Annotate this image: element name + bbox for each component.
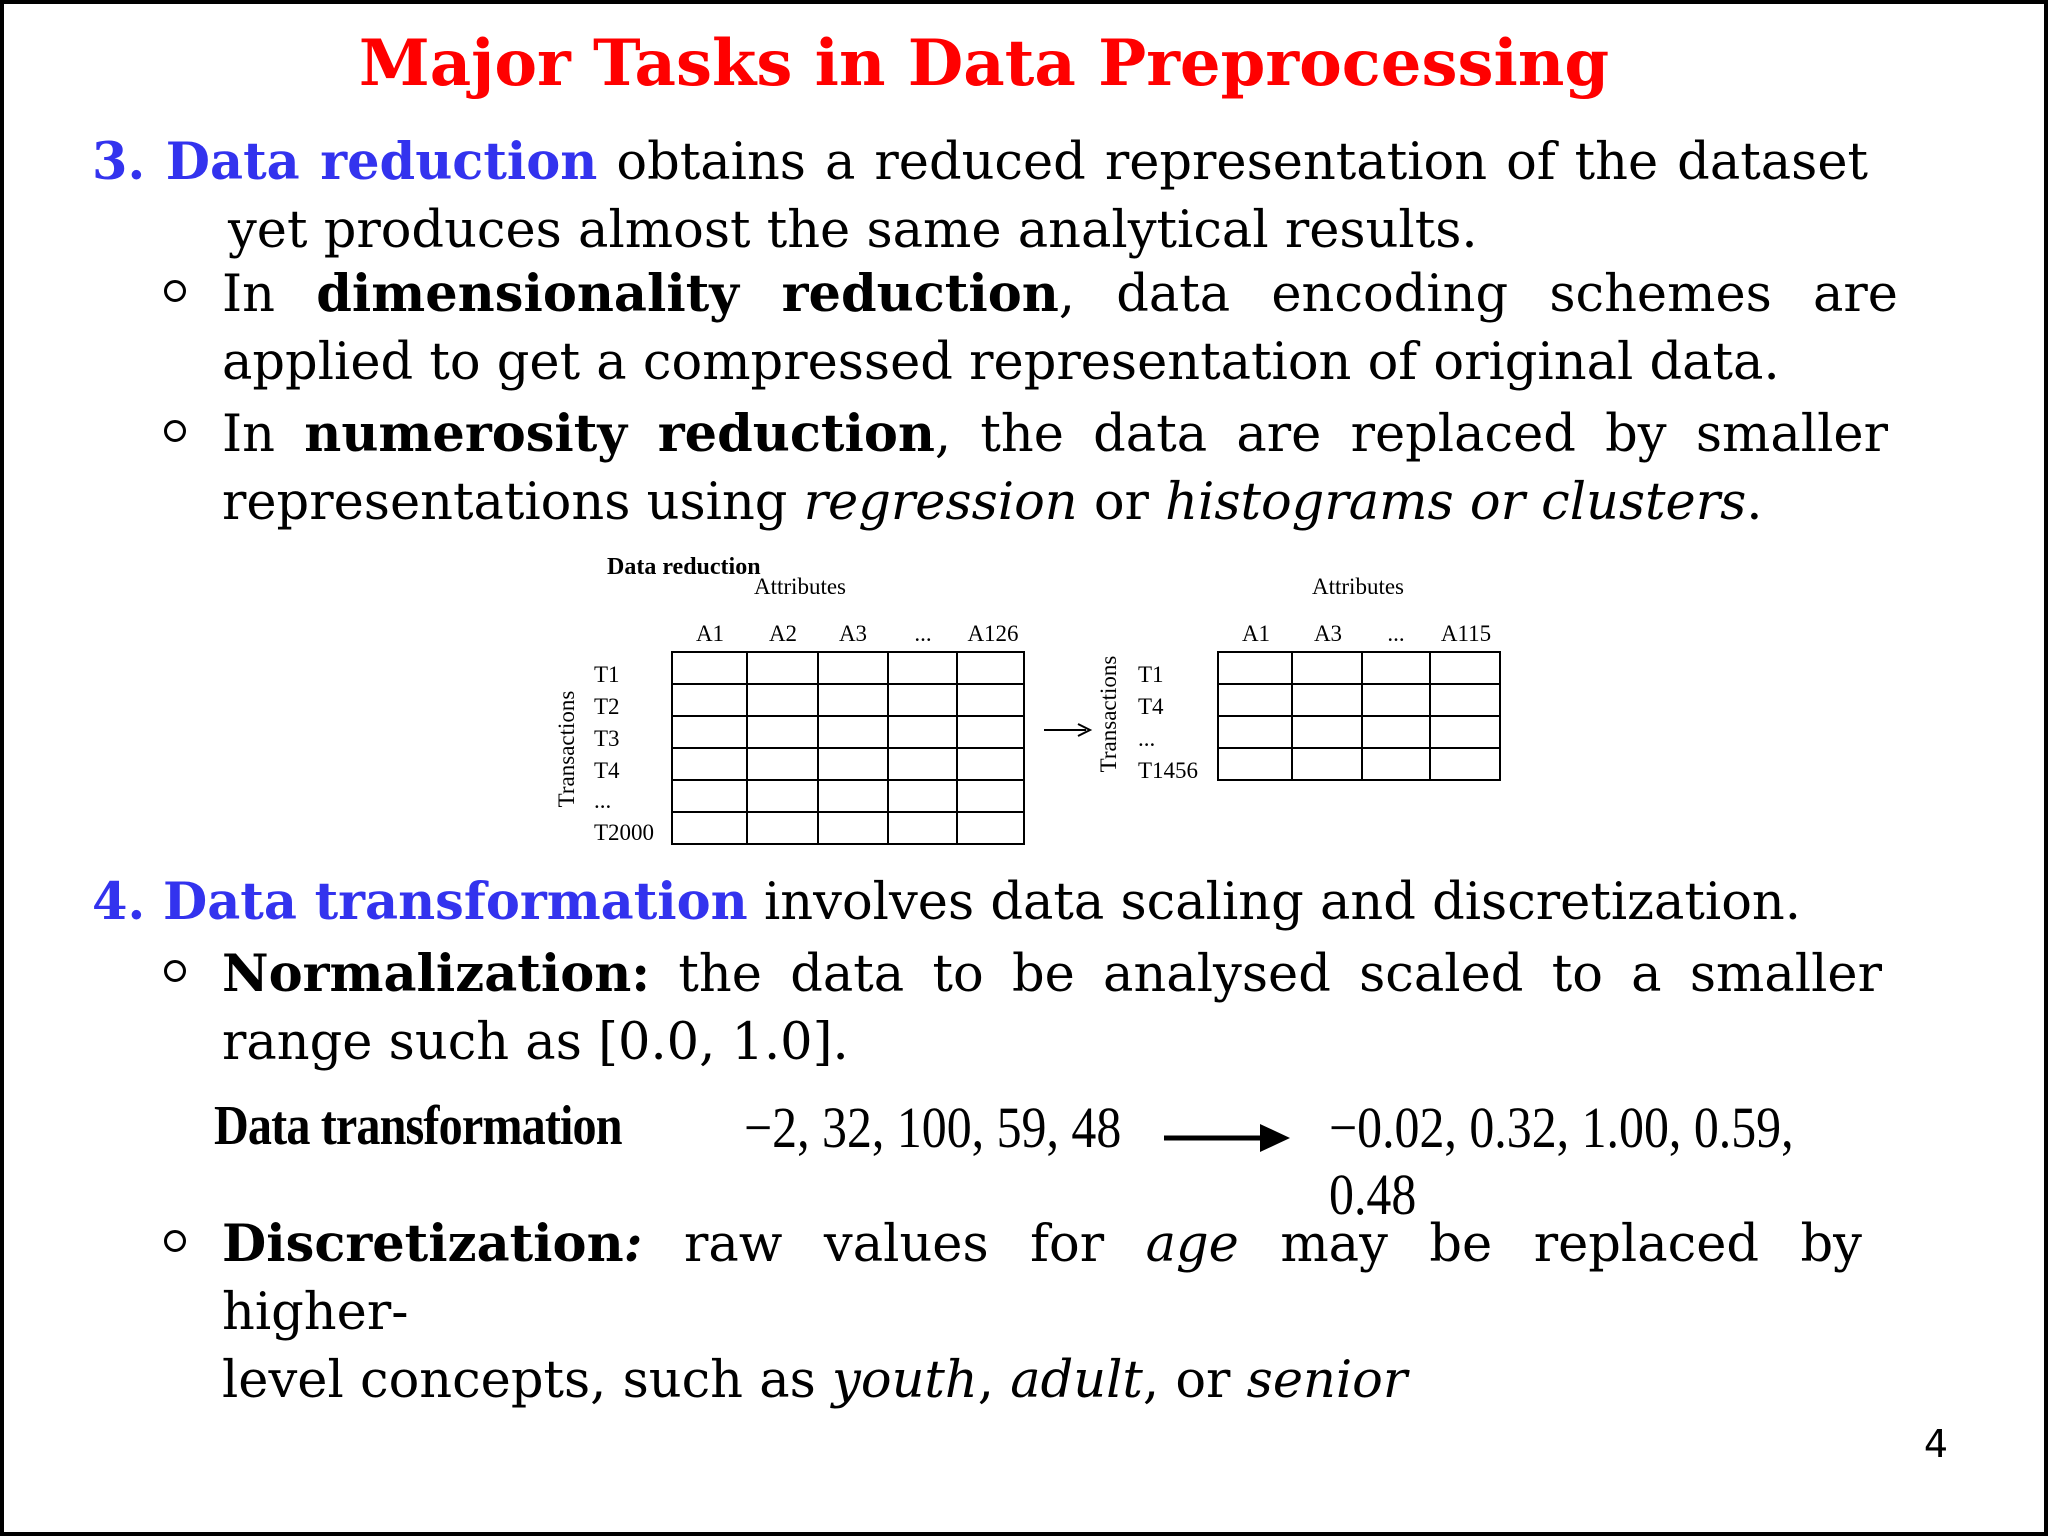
left-row-header: T2000 [594,820,655,845]
left-col-header: A126 [967,621,1019,646]
bullet-numerosity [222,400,1888,537]
left-row-header: ... [594,788,612,813]
left-col-header: ... [914,621,932,646]
section3-heading: 3. Data reduction [92,132,598,192]
data-reduction-figure [544,544,1504,854]
bold-italic-colon: : [623,1214,643,1274]
left-col-header: A1 [695,621,725,646]
right-transactions-label: Transactions [1096,655,1121,773]
bullet-numerosity-line2 [222,469,1888,537]
left-row-header: T1 [594,662,620,687]
text: or [1077,473,1166,532]
right-column-headers [1242,621,1491,646]
text: , or [1142,1351,1247,1410]
right-row-header: T1 [1138,662,1164,687]
bullet-circle-icon [164,420,186,442]
right-row-header: ... [1138,726,1156,751]
text: In [222,405,305,464]
bullet-normalization-line2: range such as [0.0, 1.0]. [222,1013,849,1072]
bold-term: numerosity reduction [304,404,935,464]
right-col-header: A1 [1241,621,1271,646]
bullet-numerosity-line1 [222,400,1888,469]
text: . [1746,473,1763,532]
bullet-normalization [222,940,1882,1077]
section4-line1-text: involves data scaling and discretization. [763,873,1801,932]
right-row-header: T1456 [1138,758,1199,783]
right-attributes-label: Attributes [1312,574,1404,599]
right-grid [1218,652,1500,780]
right-row-header: T4 [1138,694,1164,719]
figure-title: Data reduction [607,554,761,580]
text: may be replaced by higher- [222,1215,1862,1342]
text: , data encoding schemes are [1058,265,1898,324]
bullet-dimensionality [222,260,1898,397]
transform-label: Data transformation [214,1095,622,1157]
text: raw values for [642,1215,1146,1274]
left-row-header: T3 [594,726,620,751]
text: representations using [222,473,804,532]
italic-term: youth [832,1351,978,1410]
left-col-header: A2 [768,621,798,646]
bold-term: Normalization: [222,944,651,1004]
transform-input-values: −2, 32, 100, 59, 48 [744,1095,1122,1160]
bold-term: Discretization [222,1214,624,1274]
data-transformation-figure [214,1094,1914,1227]
bullet-circle-icon [164,1230,186,1252]
right-row-headers [1138,662,1198,783]
right-col-header: A115 [1440,621,1492,646]
bullet-discretization [222,1210,1862,1415]
left-grid [672,652,1024,844]
italic-term: age [1145,1215,1239,1274]
section3-line2: yet produces almost the same analytical results. [228,201,1478,260]
italic-term: adult [1010,1351,1143,1410]
left-attributes-label: Attributes [754,574,846,599]
transform-output-values: −0.02, 0.32, 1.00, 0.59, 0.48 [1329,1095,1794,1227]
left-row-headers [594,662,654,845]
bullet-discretization-line2 [222,1347,1862,1415]
text: , the data are replaced by smaller [934,405,1888,464]
left-col-header: A3 [838,621,868,646]
left-transactions-label: Transactions [554,690,579,808]
text: level concepts, such as [222,1351,833,1410]
text: In [222,265,317,324]
bullet-dimensionality-line2: applied to get a compressed representation of original data. [222,333,1780,392]
text: , [977,1351,1011,1410]
left-column-headers [696,621,1019,646]
right-col-header: ... [1387,621,1405,646]
bullet-normalization-line1 [222,940,1882,1009]
slide-title: Major Tasks in Data Preprocessing [358,26,1610,101]
reduction-arrow-icon [1044,724,1090,736]
section4-heading: 4. Data transformation [92,872,748,932]
italic-term: regression [803,473,1078,532]
bullet-circle-icon [164,960,186,982]
section3-line1-text: obtains a reduced representation of the dataset [616,133,1868,192]
bold-term: dimensionality reduction [316,264,1059,324]
transform-arrow-icon [1164,1116,1304,1160]
section4-paragraph [92,868,1892,937]
right-col-header: A3 [1313,621,1343,646]
section3-paragraph [92,128,1868,265]
section3-line1 [92,128,1868,197]
left-row-header: T4 [594,758,620,783]
left-row-header: T2 [594,694,620,719]
page-number: 4 [1923,1422,1948,1466]
italic-term: histograms or clusters [1165,473,1747,532]
bullet-dimensionality-line1 [222,260,1898,329]
bullet-circle-icon [164,280,186,302]
italic-term: senior [1246,1351,1408,1410]
bullet-discretization-line1 [222,1210,1862,1347]
text: the data to be analysed scaled to a smaller [650,945,1882,1004]
